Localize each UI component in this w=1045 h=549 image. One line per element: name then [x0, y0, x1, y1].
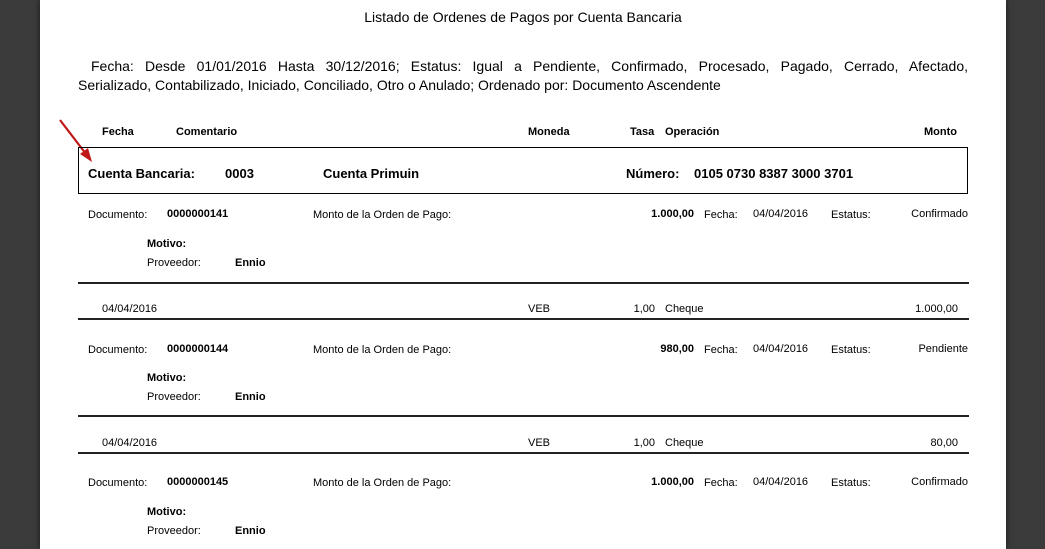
account-number: 0105 0730 8387 3000 3701: [694, 166, 854, 181]
report-title: Listado de Ordenes de Pagos por Cuenta Bancaria: [364, 9, 682, 25]
fecha-label: Fecha:: [704, 477, 738, 489]
motivo-label: Motivo:: [147, 506, 187, 518]
detail-date: 04/04/2016: [102, 303, 158, 315]
filters-line-2: Serializado, Contabilizado, Iniciado, Conciliado, Otro o Anulado; Ordenado por: Documento Ascendente: [78, 77, 721, 93]
order-status: Confirmado: [911, 476, 968, 488]
account-label: Cuenta Bancaria:: [88, 166, 195, 181]
filters-line-1: Fecha: Desde 01/01/2016 Hasta 30/12/2016; Estatus: Igual a Pendiente, Confirmado, Procesado, Pagado, Cerrado, Afectado,: [91, 58, 968, 74]
estatus-label: Estatus:: [831, 209, 871, 221]
detail-date: 04/04/2016: [102, 437, 158, 449]
divider: [78, 452, 969, 454]
order-status: Pendiente: [918, 343, 968, 355]
monto-orden-label: Monto de la Orden de Pago:: [313, 209, 452, 221]
col-header-fecha: Fecha: [102, 126, 134, 138]
estatus-label: Estatus:: [831, 477, 871, 489]
detail-rate: 1,00: [633, 437, 655, 449]
detail-amount: 80,00: [930, 437, 958, 449]
order-provider: Ennio: [235, 257, 266, 269]
documento-label: Documento:: [88, 209, 148, 221]
order-date: 04/04/2016: [753, 343, 809, 355]
divider: [78, 415, 969, 417]
motivo-label: Motivo:: [147, 238, 187, 250]
col-header-comentario: Comentario: [176, 126, 238, 138]
detail-operation: Cheque: [665, 303, 704, 315]
monto-orden-label: Monto de la Orden de Pago:: [313, 477, 452, 489]
estatus-label: Estatus:: [831, 344, 871, 356]
documento-number: 0000000141: [167, 208, 229, 220]
order-date: 04/04/2016: [753, 476, 809, 488]
divider: [78, 282, 969, 284]
report-page: [40, 0, 1006, 549]
proveedor-label: Proveedor:: [147, 257, 201, 269]
report-filters: [78, 57, 968, 95]
documento-number: 0000000144: [167, 343, 229, 355]
documento-label: Documento:: [88, 344, 148, 356]
proveedor-label: Proveedor:: [147, 525, 201, 537]
detail-amount: 1.000,00: [915, 303, 958, 315]
order-provider: Ennio: [235, 391, 266, 403]
order-amount: 980,00: [660, 343, 694, 355]
documento-label: Documento:: [88, 477, 148, 489]
detail-rate: 1,00: [633, 303, 655, 315]
col-header-monto: Monto: [924, 126, 957, 138]
col-header-operacion: Operación: [665, 126, 720, 138]
detail-currency: VEB: [528, 303, 551, 315]
documento-number: 0000000145: [167, 476, 229, 488]
order-amount: 1.000,00: [651, 208, 694, 220]
order-status: Confirmado: [911, 208, 968, 220]
detail-operation: Cheque: [665, 437, 704, 449]
fecha-label: Fecha:: [704, 344, 738, 356]
col-header-tasa: Tasa: [630, 126, 655, 138]
account-name: Cuenta Primuin: [323, 166, 420, 181]
order-amount: 1.000,00: [651, 476, 694, 488]
detail-currency: VEB: [528, 437, 551, 449]
monto-orden-label: Monto de la Orden de Pago:: [313, 344, 452, 356]
proveedor-label: Proveedor:: [147, 391, 201, 403]
account-code: 0003: [225, 166, 254, 181]
divider: [78, 318, 969, 320]
fecha-label: Fecha:: [704, 209, 738, 221]
motivo-label: Motivo:: [147, 372, 187, 384]
order-provider: Ennio: [235, 525, 266, 537]
order-date: 04/04/2016: [753, 208, 809, 220]
account-number-label: Número:: [626, 166, 680, 181]
col-header-moneda: Moneda: [528, 126, 570, 138]
